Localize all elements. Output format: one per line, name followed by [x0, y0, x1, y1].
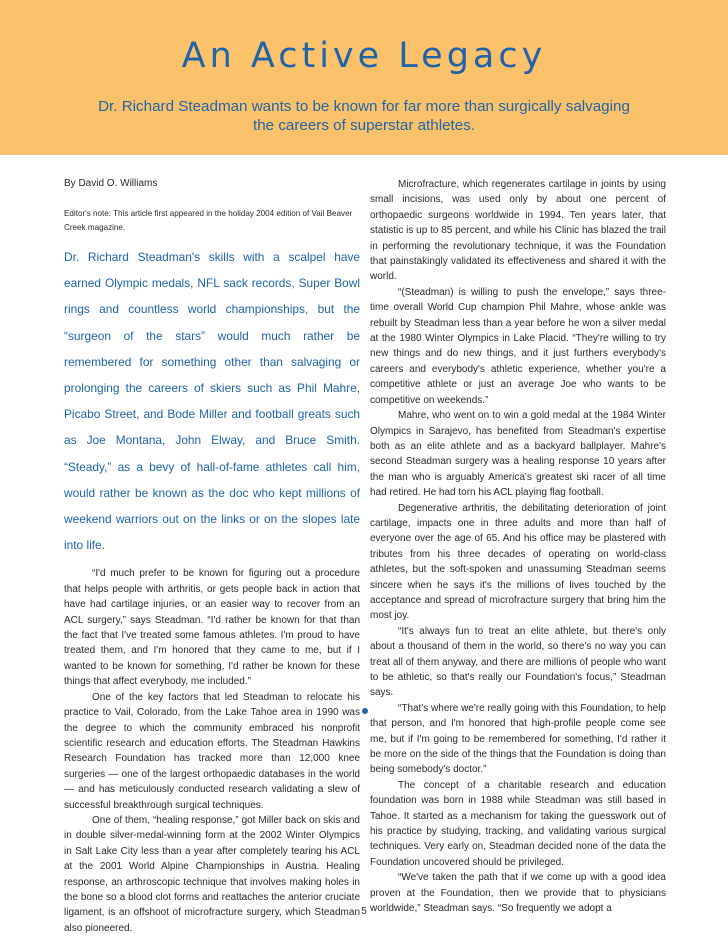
body-paragraph: Mahre, who went on to win a gold medal at the 1984 Winter Olympics in Sarajevo, has benefited from Steadman's expertise both as an elite athlete and as a backyard ballplayer. Mahre's second Steadman surgery was a healing response 10 years after the man who is arguably America's greatest ski racer of all time had retired. He had torn his ACL playing flag football.: [370, 410, 666, 499]
article-subtitle: Dr. Richard Steadman wants to be known for far more than surgically salvaging the careers of superstar athletes.: [98, 98, 630, 134]
section-bullet-icon: [362, 708, 368, 714]
left-column: [64, 177, 360, 936]
intro-paragraph: Dr. Richard Steadman's skills with a scalpel have earned Olympic medals, NFL sack records, Super Bowl rings and countless world championships, but the “surgeon of the stars” would much rather be remembered for something other than salvaging or prolonging the careers of skiers such as Phil Mahre, Picabo Street, and Bode Miller and football greats such as Joe Montana, John Elway, and Bruce Smith. “Steady,” as a bevy of hall-of-fame athletes call him, would rather be known as the doc who kept millions of weekend warriors out on the links or on the slopes late into life.: [64, 250, 360, 553]
body-paragraph: One of the key factors that led Steadman to relocate his practice to Vail, Colorado, from the Lake Tahoe area in 1990 was the degree to which the community embraced his nonprofit scientific research and education efforts. The Steadman Hawkins Research Foundation has tracked more than 12,000 knee surgeries — one of the largest orthopaedic databases in the world — and has meticulously conducted research validating a slew of successful breakthrough surgical techniques.: [64, 691, 360, 811]
body-paragraph: Microfracture, which regenerates cartilage in joints by using small incisions, was used only by about one percent of orthopaedic surgeons worldwide in 1994. Ten years later, that statistic is up to 85 percent, and while his Clinic has blazed the trail in performing the revolutionary technique, it was the Foundation that painstakingly validated its effectiveness and shared it with the world.: [370, 179, 666, 283]
editors-note: [64, 207, 360, 234]
page-number: 5: [361, 906, 367, 917]
body-paragraph: “It's always fun to treat an elite athlete, but there's only about a thousand of them in the world, so there's no way you can treat all of them anyway, and there are millions of people who want to be athletic, so that's really our Foundation's focus,” Steadman says.: [370, 625, 666, 699]
editors-note-text: Editor's note: This article first appeared in the holiday 2004 edition of Vail Beaver Creek magazine.: [64, 209, 353, 232]
body-paragraph: “(Steadman) is willing to push the envelope,” says three-time overall World Cup champion Phil Mahre, whose ankle was rebuilt by Steadman less than a year before he won a silver medal at the 1980 Winter Olympics in Lake Placid. “They're willing to try new things and do new things, and it just furthers everybody's careers and everybody's athletic experience, whether you're a competitive athlete or just an average Joe who wants to be competitive on weekends.”: [370, 286, 666, 406]
article-title: An Active Legacy: [181, 36, 547, 76]
body-paragraph: Degenerative arthritis, the debilitating deterioration of joint cartilage, impacts one in three adults and more than half of everyone over the age of 65. And his office may be plastered with tributes from his three decades of operating on world-class athletes, but the soft-spoken and unassuming Steadman seems sincere when he says it's the millions of lives touched by the acceptance and spread of microfracture surgery that bring him the most joy.: [370, 502, 666, 622]
right-column: [370, 177, 666, 917]
byline: By David O. Williams: [64, 178, 158, 189]
body-paragraph: “I'd much prefer to be known for figuring out a procedure that helps people with arthritis, or gets people back in action that have had cartilage injuries, or an easier way to recover from an ACL surgery,” says Steadman. “I'd rather be known for that than the fact that I've treated some famous athletes. I'm proud to have treated them, and I'm honored that they came to me, but if I wanted to be known for something, I'd rather be known for these things that affect everybody, me included.”: [64, 568, 360, 688]
body-paragraph: The concept of a charitable research and education foundation was born in 1988 while Steadman was still based in Tahoe. It started as a mechanism for taking the guesswork out of his practice by studying, tracking, and validating various surgical techniques. Very early on, Steadman decided none of the data the Foundation uncovered should be privileged.: [370, 779, 666, 868]
body-paragraph: “We've taken the path that if we come up with a good idea proven at the Foundation, then we provide that to physicians worldwide,” Steadman says. “So frequently we adopt a: [370, 872, 666, 915]
body-paragraph: One of them, “healing response,” got Miller back on skis and in double silver-medal-winning form at the 2002 Winter Olympics in Salt Lake City less than a year after completely tearing his ACL at the 2001 World Alpine Championships in Austria. Healing response, an arthroscopic technique that involves making holes in the bone so a blood clot forms and reattaches the anterior cruciate ligament, is an offshoot of microfracture surgery, which Steadman also pioneered.: [64, 814, 360, 934]
body-paragraph: “That's where we're really going with this Foundation, to help that person, and I'm honored that high-profile people come see me, but if I'm going to be remembered for something, I'd rather it be more on the side of the things that the Foundation is doing than being somebody's doctor.”: [370, 702, 666, 776]
